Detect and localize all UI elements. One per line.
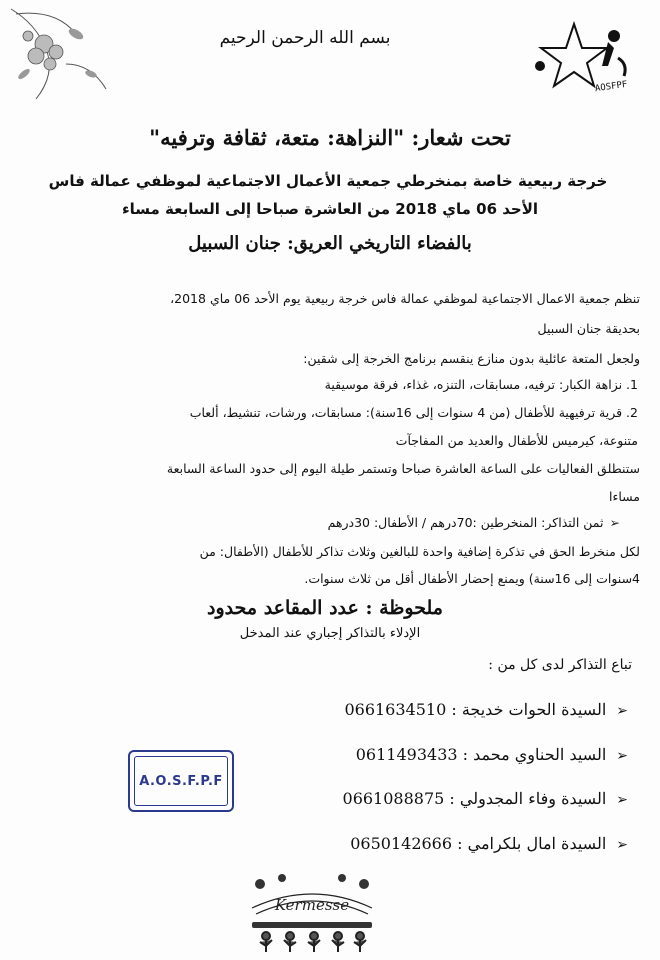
program-intro: ولجعل المتعة عائلية بدون منازع ينقسم برنامج الخرجة إلى شقين: [303,351,640,366]
arrow-bullet-icon: ➢ [616,837,628,853]
seller-item [288,789,628,808]
arrow-bullet-icon: ➢ [609,515,620,530]
program-item-kids-cont: متنوعة، كيرميس للأطفال والعديد من المفاجآت [395,433,638,448]
logo-label: AOSFPF [594,79,629,95]
note-subtitle: الإدلاء بالتذاكر إجباري عند المدخل [239,626,421,641]
kermesse-label: Kermesse [274,896,350,914]
seller-phone: 0661088875 [342,789,445,808]
ticket-rules-cont: 4سنوات إلى 16سنة) ويمنع إحضار الأطفال أقل من ثلاث سنوات. [304,571,640,586]
ticket-prices [40,515,620,530]
stamp-text: A.O.S.F.P.F [134,756,228,806]
association-stamp [128,750,234,812]
event-location: بالفضاء التاريخي العريق: جنان السبيل [188,233,472,254]
seller-name: السيدة الحوات خديجة : [451,700,607,719]
arrow-bullet-icon: ➢ [616,703,628,719]
seller-phone: 0611493433 [355,745,458,764]
intro-paragraph-cont: بحديقة جنان السبيل [537,321,640,336]
ticket-rules: لكل منخرط الحق في تذكرة إضافية واحدة للبالغين وثلاث تذاكر للأطفال (الأطفال: من [199,544,640,559]
seller-phone: 0661634510 [344,700,447,719]
program-item-adults: 1. نزاهة الكبار: ترفيه، مسابقات، التنزه، غذاء، فرقة موسيقية [324,377,638,392]
basmala: بسم الله الرحمن الرحيم [219,28,391,48]
event-slogan: تحت شعار: "النزاهة: متعة، ثقافة وترفيه" [149,125,511,150]
seller-item [288,745,628,764]
seller-item [288,834,628,853]
event-date: الأحد 06 ماي 2018 من العاشرة صباحا إلى السابعة مساء [121,200,539,218]
seller-name: السيدة وفاء المجدولي : [449,789,607,808]
event-subtitle: خرجة ربيعية خاصة بمنخرطي جمعية الأعمال الاجتماعية لموظفي عمالة فاس [48,172,608,190]
kermesse-illustration [242,870,382,956]
arrow-bullet-icon: ➢ [616,748,628,764]
seller-item [288,700,628,719]
arrow-bullet-icon: ➢ [616,792,628,808]
schedule-paragraph-cont: مساءا [608,489,640,504]
seller-phone: 0650142666 [350,834,453,853]
sellers-label: تباع التذاكر لدى كل من : [488,657,632,673]
kermesse-icon [242,870,382,956]
intro-paragraph: تنظم جمعية الاعمال الاجتماعية لموظفي عمالة فاس خرجة ربيعية يوم الأحد 06 ماي 2018، [170,291,640,306]
schedule-paragraph: ستنطلق الفعاليات على الساعة العاشرة صباحا وتستمر طيلة اليوم إلى حدود الساعة السابعة [166,461,640,476]
program-item-kids: 2. قرية ترفيهية للأطفال (من 4 سنوات إلى 16سنة): مسابقات، ورشات، تنشيط، ألعاب [189,405,638,420]
note-title: ملحوظة : عدد المقاعد محدود [207,597,443,619]
seller-name: السيدة امال بلكرامي : [457,834,607,853]
flower-ornament-icon [6,4,116,104]
seller-name: السيد الحناوي محمد : [462,745,607,764]
association-logo [532,18,632,95]
ticket-prices-text: ثمن التذاكر: المنخرطين :70درهم / الأطفال: 30درهم [327,515,604,530]
